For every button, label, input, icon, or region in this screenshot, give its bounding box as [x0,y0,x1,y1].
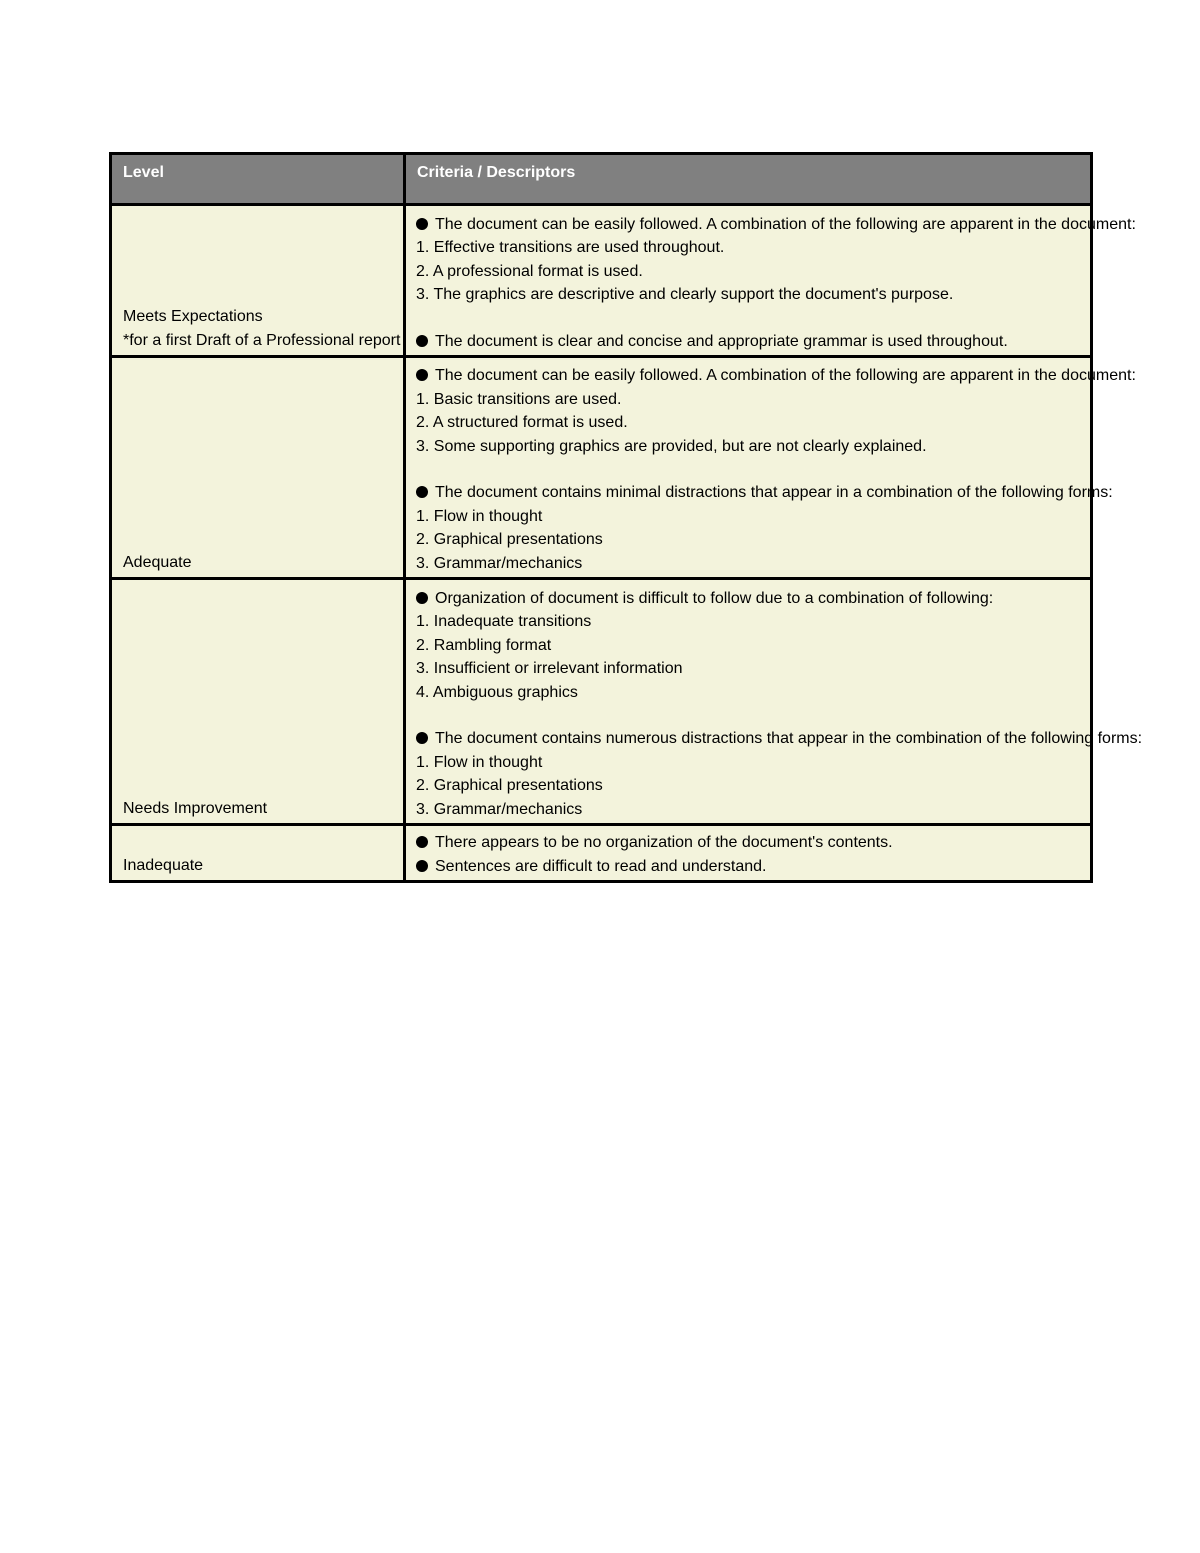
header-level-label: Level [123,164,164,181]
criteria-text: The document can be easily followed. A combination of the following are apparent in the document: [435,367,1136,384]
criteria-text: The document can be easily followed. A combination of the following are apparent in the document: [435,215,1136,233]
criteria-text: 2. A structured format is used. [416,414,628,431]
criteria-text: 1. Flow in thought [416,753,543,771]
criteria-text: Sentences are difficult to read and understand. [435,857,767,875]
criteria-text: Organization of document is difficult to follow due to a combination of following: [435,589,994,607]
numbered-item [416,751,1090,775]
criteria-text: 4. Ambiguous graphics [416,683,578,701]
criteria-text: The document contains numerous distractions that appear in the combination of the following forms: [435,730,1143,747]
numbered-item [416,283,1090,307]
numbered-item [416,411,1090,435]
rubric-body [111,205,1143,882]
criteria-text: 3. Grammar/mechanics [416,554,583,572]
numbered-item [416,634,1090,658]
bullet-item [416,587,1090,611]
table-row [111,357,1092,579]
level-label: Adequate [123,554,192,571]
bullet-icon [416,486,428,498]
bullet-icon [416,369,428,381]
level-cell [111,579,405,825]
criteria-lines [406,360,1136,577]
numbered-item [416,505,1090,529]
bullet-item [416,481,1113,505]
bullet-item [416,330,1090,354]
bullet-item [416,831,1090,855]
bullet-icon [416,218,428,230]
header-criteria [405,154,1092,205]
criteria-text: 2. Rambling format [416,636,552,654]
criteria-lines [406,209,1136,356]
table-header-row [111,154,1092,205]
criteria-text: 1. Inadequate transitions [416,613,592,630]
criteria-lines [406,583,1143,824]
bullet-item [416,727,1143,751]
table-row [111,205,1092,357]
bullet-item [416,364,1136,388]
criteria-text: There appears to be no organization of the document's contents. [435,834,893,851]
numbered-item [416,681,1090,705]
blank-line [416,458,1090,481]
numbered-item [416,260,1090,284]
header-criteria-label: Criteria / Descriptors [417,164,576,181]
level-label: Needs Improvement [123,800,268,817]
level-text [112,797,403,823]
blank-line [416,307,1090,330]
criteria-text: 1. Flow in thought [416,507,543,525]
numbered-item [416,657,1090,681]
level-text [112,854,403,880]
criteria-text: 2. Graphical presentations [416,777,603,794]
criteria-text: 1. Basic transitions are used. [416,390,622,408]
criteria-text: The document contains minimal distractions that appear in a combination of the following forms: [435,484,1113,501]
numbered-item [416,528,1090,552]
criteria-text: 2. Graphical presentations [416,531,603,548]
criteria-text: 3. Some supporting graphics are provided, but are not clearly explained. [416,437,927,455]
numbered-item [416,774,1090,798]
level-cell [111,357,405,579]
numbered-item [416,798,1090,822]
numbered-item [416,435,1090,459]
bullet-icon [416,860,428,872]
header-level [111,154,405,205]
criteria-text: 3. Insufficient or irrelevant information [416,660,683,677]
criteria-cell [405,579,1143,825]
criteria-text: 3. The graphics are descriptive and clearly support the document's purpose. [416,286,954,303]
level-cell [111,825,405,882]
criteria-text: 2. A professional format is used. [416,262,643,280]
criteria-cell [405,357,1136,579]
blank-line [416,704,1090,727]
level-text [112,305,403,355]
criteria-cell [405,825,1092,882]
criteria-text: The document is clear and concise and appropriate grammar is used throughout. [435,332,1008,350]
level-cell [111,205,405,357]
criteria-text: 1. Effective transitions are used throughout. [416,239,725,256]
table-row [111,579,1092,825]
level-label: *for a first Draft of a Professional report [123,332,401,349]
level-label: Meets Expectations [123,308,263,325]
bullet-icon [416,592,428,604]
numbered-item [416,388,1090,412]
criteria-lines [406,827,1090,880]
level-label: Inadequate [123,857,204,874]
numbered-item [416,236,1090,260]
rubric-table [109,152,1143,883]
criteria-cell [405,205,1136,357]
bullet-icon [416,732,428,744]
bullet-icon [416,836,428,848]
numbered-item [416,552,1090,576]
bullet-item [416,213,1136,237]
level-text [112,551,403,577]
numbered-item [416,610,1090,634]
criteria-text: 3. Grammar/mechanics [416,800,583,818]
bullet-icon [416,335,428,347]
table-row [111,825,1092,882]
bullet-item [416,855,1090,879]
